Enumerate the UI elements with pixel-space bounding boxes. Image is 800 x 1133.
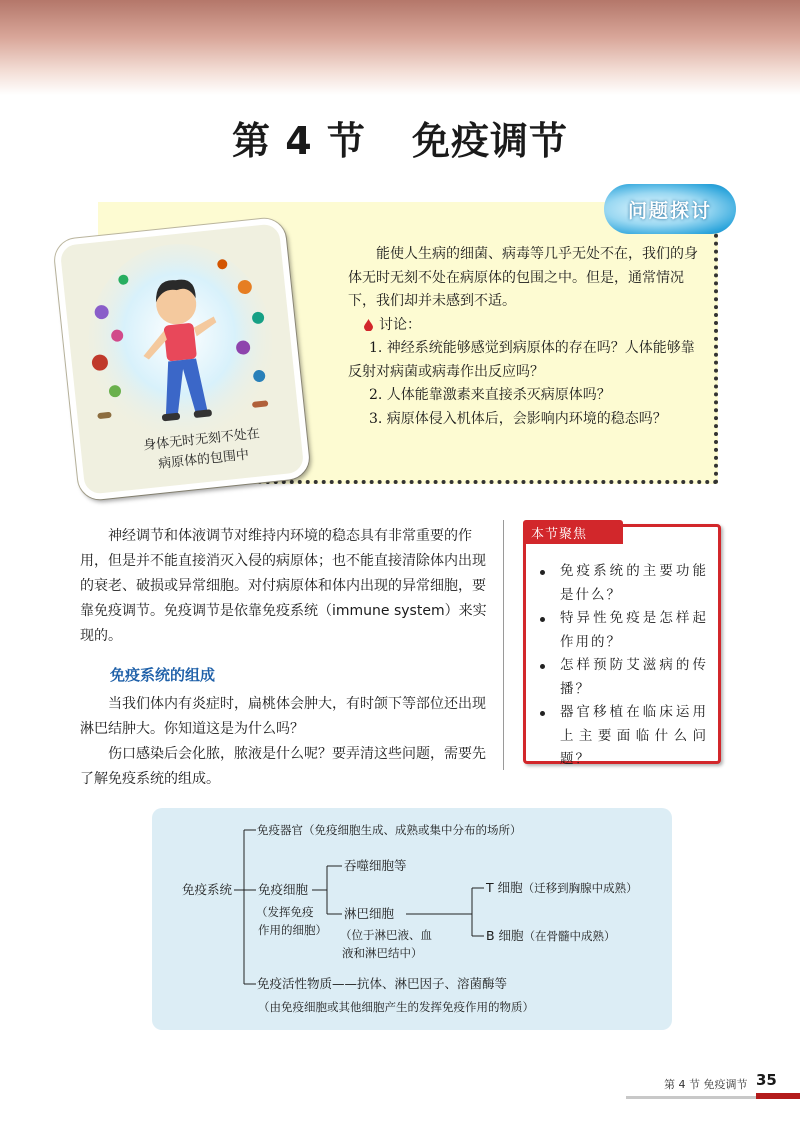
section-name: 免疫调节 [411,119,568,163]
diagram-active-substances: 免疫活性物质——抗体、淋巴因子、溶菌酶等 [257,976,508,991]
diagram-b-cell: B 细胞（在骨髓中成熟） [486,928,616,943]
discussion-intro: 能使人生病的细菌、病毒等几乎无处不在，我们的身体无时无刻不处在病原体的包围之中。但是，通常情况下，我们却并未感到不适。 [348,246,698,309]
list-item: 特异性免疫是怎样起作用的？ [538,607,708,654]
diagram-lymph-note-2: 液和淋巴结中） [342,946,423,960]
illustration-caption: 身体无时无刻不处在 病原体的包围中 [142,426,261,473]
diagram-lymph-note-1: （位于淋巴液、血 [340,928,432,942]
column-divider [503,520,504,770]
subheading: 免疫系统的组成 [110,666,216,684]
discussion-question-1: 1. 神经系统能够感觉到病原体的存在吗？人体能够靠反射对病菌或病毒作出反应吗？ [348,340,695,380]
main-text [80,524,488,792]
diagram-organs: 免疫器官（免疫细胞生成、成熟或集中分布的场所） [257,823,522,837]
immune-system-diagram [152,808,672,1030]
diagram-cells-note-2: 作用的细胞） [258,923,327,937]
diagram-t-cell: T 细胞（迁移到胸腺中成熟） [486,880,638,895]
discussion-question-3: 3. 病原体侵入机体后，会影响内环境的稳态吗？ [369,410,667,427]
paragraph-1: 神经调节和体液调节对维持内环境的稳态具有非常重要的作用，但是并不能直接消灭入侵的病原体；也不能直接清除体内出现的衰老、破损或异常细胞。对付病原体和体内出现的异常细胞，要靠免疫调节。免疫调节是依靠免疫系统（immune system）来实现的。 [80,528,487,644]
discussion-text [348,243,704,431]
diagram-connectors [152,808,672,1030]
red-drop-icon [364,319,373,331]
diagram-phagocyte: 吞噬细胞等 [344,858,407,873]
list-item: 免疫系统的主要功能是什么？ [538,560,708,607]
diagram-active-note: （由免疫细胞或其他细胞产生的发挥免疫作用的物质） [258,1000,534,1014]
illustration-card [53,217,311,502]
diagram-cells: 免疫细胞 [258,882,309,897]
discussion-badge: 问题探讨 [604,184,736,234]
page-number: 35 [756,1071,777,1089]
footer-label: 第 4 节 免疫调节 [664,1078,748,1091]
focus-title: 本节聚焦 [523,520,623,544]
list-item: 怎样预防艾滋病的传播？ [538,654,708,701]
paragraph-2: 当我们体内有炎症时，扁桃体会肿大，有时颌下等部位还出现淋巴结肿大。你知道这是为什么吗？ [80,696,486,737]
focus-list [538,560,708,772]
diagram-root: 免疫系统 [182,882,233,897]
list-item: 器官移植在临床运用上主要面临什么问题？ [538,701,708,772]
diagram-cells-note-1: （发挥免疫 [256,905,314,919]
footer-accent [756,1093,800,1099]
diagram-lymphocyte: 淋巴细胞 [344,906,395,921]
discussion-question-2: 2. 人体能靠激素来直接杀灭病原体吗？ [369,387,611,403]
top-color-band [0,0,800,95]
discussion-label: 讨论： [364,314,704,338]
paragraph-3: 伤口感染后会化脓，脓液是什么呢？要弄清这些问题，需要先了解免疫系统的组成。 [80,746,486,787]
section-title [0,110,800,165]
section-number: 第 4 节 [232,119,366,163]
